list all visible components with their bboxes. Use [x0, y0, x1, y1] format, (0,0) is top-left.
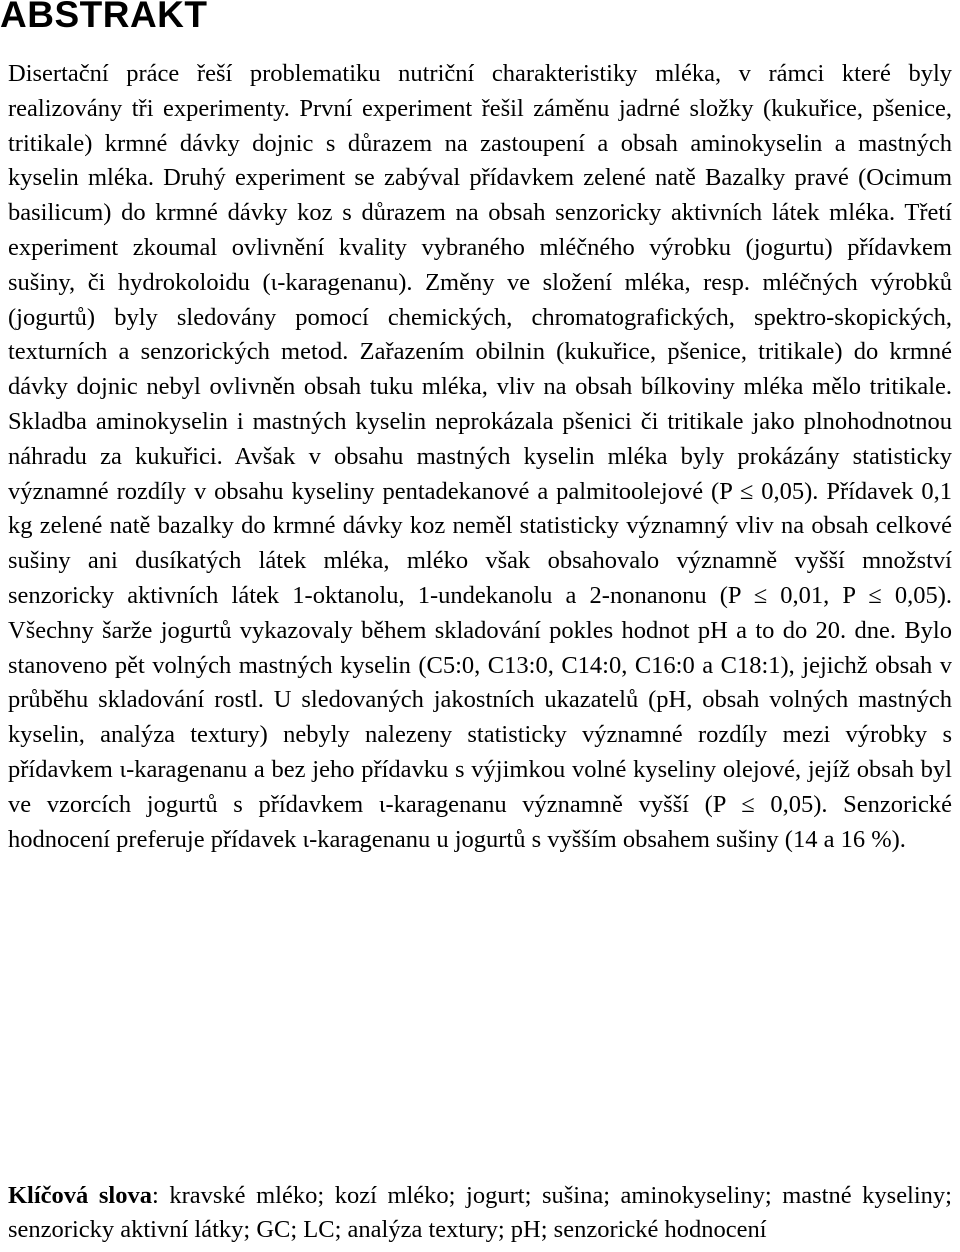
- page-title: ABSTRAKT: [0, 0, 208, 35]
- keywords-separator: :: [151, 1181, 170, 1209]
- abstract-paragraph: Disertační práce řeší problematiku nutriční charakteristiky mléka, v rámci které byly realizovány tři experimenty. První experiment řešil záměnu jadrné složky (kukuřice, pšenice, tritikale) krmné dávky dojnic s důrazem na zastoupení a obsah aminokyselin a mastných kyselin mléka. Druhý experiment se zabýval přídavkem zelené natě Bazalky pravé (Ocimum basilicum) do krmné dávky koz s důrazem na obsah senzoricky aktivních látek mléka. Třetí experiment zkoumal ovlivnění kvality vybraného mléčného výrobku (jogurtu) přídavkem sušiny, či hydrokoloidu (ι-karagenanu). Změny ve složení mléka, resp. mléčných výrobků (jogurtů) byly sledovány pomocí chemických, chromatografických, spektro-skopických, texturních a senzorických metod. Zařazením obilnin (kukuřice, pšenice, tritikale) do krmné dávky dojnic nebyl ovlivněn obsah tuku mléka, vliv na obsah bílkoviny mléka mělo tritikale. Skladba aminokyselin i mastných kyselin neprokázala pšenici či tritikale jako plnohodnotnou náhradu za kukuřici. Avšak v obsahu mastných kyselin mléka byly prokázány statisticky významné rozdíly v obsahu kyseliny pentadekanové a palmitoolejové (P ≤ 0,05). Přídavek 0,1 kg zelené natě bazalky do krmné dávky koz neměl statisticky významný vliv na obsah celkové sušiny ani dusíkatých látek mléka, mléko však obsahovalo významně vyšší množství senzoricky aktivních látek 1-oktanolu, 1-undekanolu a 2-nonanonu (P ≤ 0,01, P ≤ 0,05). Všechny šarže jogurtů vykazovaly během skladování pokles hodnot pH a to do 20. dne. Bylo stanoveno pět volných mastných kyselin (C5:0, C13:0, C14:0, C16:0 a C18:1), jejichž obsah v průběhu skladování rostl. U sledovaných jakostních ukazatelů (pH, obsah volných mastných kyselin, analýza textury) nebyly nalezeny statisticky významné rozdíly mezi výrobky s přídavkem ι-karagenanu a bez jeho přídavku s výjimkou volné kyseliny olejové, jejíž obsah byl ve vzorcích jogurtů s přídavkem ι-karagenanu významně vyšší (P ≤ 0,05). Senzorické hodnocení preferuje přídavek ι-karagenanu u jogurtů s vyšším obsahem sušiny (14 a 16 %).: [8, 60, 952, 853]
- keywords-paragraph: [8, 1179, 952, 1249]
- keywords-label: Klíčová slova: [8, 1181, 152, 1209]
- keywords-list: kravské mléko; kozí mléko; jogurt; sušina; aminokyseliny; mastné kyseliny; senzoricky aktivní látky; GC; LC; analýza textury; pH; senzorické hodnocení: [8, 1181, 952, 1244]
